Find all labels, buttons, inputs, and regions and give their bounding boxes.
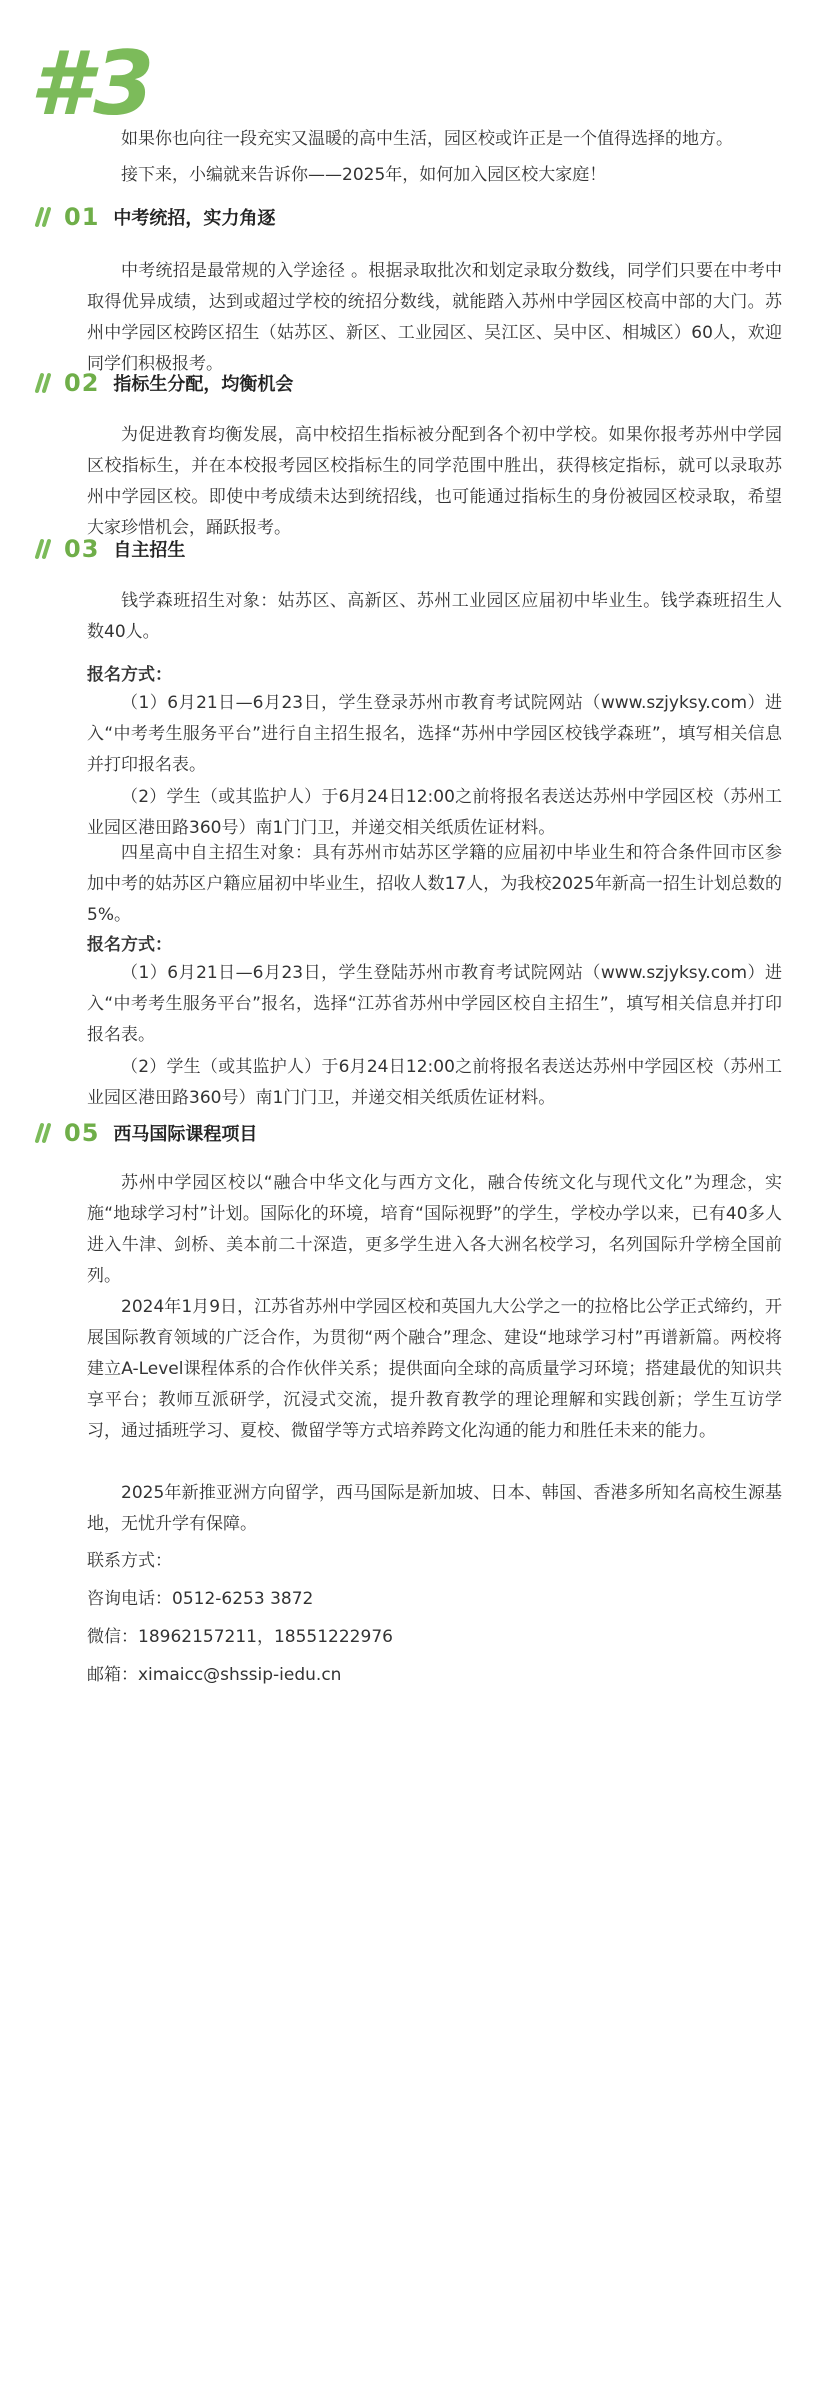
section-number: 01 (64, 203, 100, 231)
slash-marks-icon (32, 206, 54, 228)
s03-method-label-1: 报名方式： (87, 665, 172, 685)
s03-method-1-step-2: （2）学生（或其监护人）于6月24日12:00之前将报名表送达苏州中学园区校（苏州工业园区港田路360号）南1门门卫，并递交相关纸质佐证材料。 (87, 787, 782, 838)
s05-paragraph-1: 苏州中学园区校以“融合中华文化与西方文化，融合传统文化与现代文化”为理念，实施“地球学习村”计划。国际化的环境，培育“国际视野”的学生，学校办学以来，已有40多人进入牛津、剑桥、美本前二十深造，更多学生进入各大洲名校学习，名列国际升学榜全国前列。 (87, 1173, 782, 1286)
s03-qian-xuesen-paragraph: 钱学森班招生对象：姑苏区、高新区、苏州工业园区应届初中毕业生。钱学森班招生人数40人。 (87, 591, 782, 642)
section-title: 指标生分配，均衡机会 (113, 374, 294, 395)
contact-label: 联系方式： (87, 1551, 172, 1571)
s05-paragraph-2: 2024年1月9日，江苏省苏州中学园区校和英国九大公学之一的拉格比公学正式缔约，开展国际教育领域的广泛合作，为贯彻“两个融合”理念、建设“地球学习村”再谱新篇。两校将建立A-Level课程体系的合作伙伴关系；提供面向全球的高质量学习环境；搭建最优的知识共享平台；教师互派研学，沉浸式交流，提升教育教学的理论理解和实践创新；学生互访学习，通过插班学习、夏校、微留学等方式培养跨文化沟通的能力和胜任未来的能力。 (87, 1297, 782, 1441)
slash-marks-icon (32, 538, 54, 560)
section-number: 03 (64, 535, 100, 563)
s03-method-1-step-1: （1）6月21日—6月23日，学生登录苏州市教育考试院网站（www.szjyksy.com）进入“中考考生服务平台”进行自主招生报名，选择“苏州中学园区校钱学森班”，填写相关信息并打印报名表。 (87, 693, 782, 775)
slash-marks-icon (32, 1122, 54, 1144)
section-header-05 (32, 1116, 257, 1150)
section-number: 02 (64, 369, 100, 397)
section-title: 自主招生 (113, 540, 186, 561)
section-title: 西马国际课程项目 (113, 1124, 258, 1145)
s03-four-star-paragraph: 四星高中自主招生对象：具有苏州市姑苏区学籍的应届初中毕业生和符合条件回市区参加中考的姑苏区户籍应届初中毕业生，招收人数17人，为我校2025年新高一招生计划总数的5%。 (87, 843, 782, 925)
contact-wechat: 微信：18962157211，18551222976 (87, 1627, 393, 1647)
intro-paragraph-2: 接下来，小编就来告诉你——2025年，如何加入园区校大家庭！ (121, 165, 607, 185)
s01-paragraph: 中考统招是最常规的入学途径 。根据录取批次和划定录取分数线，同学们只要在中考中取得优异成绩，达到或超过学校的统招分数线，就能踏入苏州中学园区校高中部的大门。苏州中学园区校跨区招生（姑苏区、新区、工业园区、吴江区、吴中区、相城区）60人，欢迎同学们积极报考。 (87, 261, 782, 374)
section-header-02 (32, 366, 293, 400)
s05-paragraph-3: 2025年新推亚洲方向留学，西马国际是新加坡、日本、韩国、香港多所知名高校生源基地，无忧升学有保障。 (87, 1483, 782, 1534)
section-number-heading: #3 (30, 32, 157, 135)
section-header-03 (32, 532, 185, 566)
s03-method-2-step-1: （1）6月21日—6月23日，学生登陆苏州市教育考试院网站（www.szjyksy.com）进入“中考考生服务平台”报名，选择“江苏省苏州中学园区校自主招生”，填写相关信息并打印报名表。 (87, 963, 782, 1045)
section-header-01 (32, 200, 275, 234)
section-title: 中考统招，实力角逐 (113, 208, 276, 229)
contact-phone: 咨询电话：0512-6253 3872 (87, 1589, 314, 1609)
s03-method-2-step-2: （2）学生（或其监护人）于6月24日12:00之前将报名表送达苏州中学园区校（苏州工业园区港田路360号）南1门门卫，并递交相关纸质佐证材料。 (87, 1057, 782, 1108)
contact-email[interactable]: 邮箱：ximaicc@shssip-iedu.cn (87, 1665, 342, 1685)
slash-marks-icon (32, 372, 54, 394)
s02-paragraph: 为促进教育均衡发展，高中校招生指标被分配到各个初中学校。如果你报考苏州中学园区校指标生，并在本校报考园区校指标生的同学范围中胜出，获得核定指标，就可以录取苏州中学园区校。即使中考成绩未达到统招线，也可能通过指标生的身份被园区校录取，希望大家珍惜机会，踊跃报考。 (87, 425, 782, 538)
intro-paragraph-1: 如果你也向往一段充实又温暖的高中生活，园区校或许正是一个值得选择的地方。 (121, 129, 733, 149)
section-number: 05 (64, 1119, 100, 1147)
s03-method-label-2: 报名方式： (87, 935, 172, 955)
